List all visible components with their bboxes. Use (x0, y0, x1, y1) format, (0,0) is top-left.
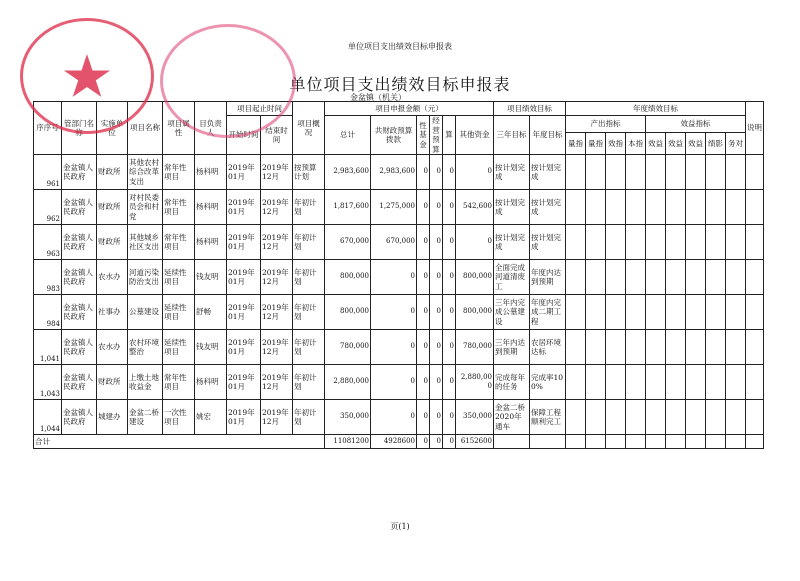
total-empty (646, 435, 666, 449)
cell-overview: 按预算计划 (293, 155, 325, 190)
cell-impl: 农水办 (97, 260, 128, 295)
cell-other: 0 (456, 155, 494, 190)
cell-goal3: 三年内达到预期 (494, 330, 530, 365)
cell-seq: 983 (34, 260, 62, 295)
col-goaly: 年度目标 (530, 116, 566, 155)
cell-goaly: 年度内完成二期工程 (530, 295, 566, 330)
cell-indicator (586, 260, 606, 295)
cell-goal3: 金盆二桥2020年通车 (494, 400, 530, 435)
cell-seq: 984 (34, 295, 62, 330)
cell-indicator (626, 190, 646, 225)
cell-start: 2019年01月 (227, 225, 261, 260)
total-empty (626, 435, 646, 449)
cell-goal3: 按计划完成 (494, 190, 530, 225)
cell-state: 0 (430, 365, 443, 400)
cell-total: 2,983,600 (325, 155, 371, 190)
cell-impl: 财政所 (97, 365, 128, 400)
table-row (34, 365, 764, 400)
cell-dept: 金盆镇人民政府 (62, 365, 97, 400)
total-row (34, 435, 764, 449)
cell-impl: 社事办 (97, 295, 128, 330)
col-goal3: 三年目标 (494, 116, 530, 155)
form-title: 单位项目支出绩效目标申报表 (289, 75, 511, 94)
cell-indicator (626, 295, 646, 330)
cell-ptype: 延续性项目 (163, 295, 195, 330)
cell-indicator (586, 190, 606, 225)
cell-other: 800,000 (456, 295, 494, 330)
cell-end: 2019年12月 (261, 225, 293, 260)
cell-ptype: 延续性项目 (163, 330, 195, 365)
cell-impl: 财政所 (97, 225, 128, 260)
cell-state: 0 (430, 330, 443, 365)
cell-indicator (626, 400, 646, 435)
cell-ptype: 常年性项目 (163, 225, 195, 260)
cell-pname: 上缴土地收益金 (128, 365, 163, 400)
cell-gov: 0 (417, 225, 430, 260)
cell-indicator (566, 295, 586, 330)
cell-impl: 财政所 (97, 155, 128, 190)
cell-seq: 961 (34, 155, 62, 190)
cell-indicator (566, 225, 586, 260)
col-sub: 效益 (666, 133, 686, 155)
cell-indicator (666, 225, 686, 260)
cell-pname: 农村环境整治 (128, 330, 163, 365)
cell-other: 800,000 (456, 260, 494, 295)
cell-indicator (606, 400, 626, 435)
cell-explain (746, 400, 764, 435)
cell-indicator (726, 225, 746, 260)
cell-start: 2019年01月 (227, 365, 261, 400)
cell-indicator (726, 330, 746, 365)
cell-indicator (566, 330, 586, 365)
cell-dept: 金盆镇人民政府 (62, 155, 97, 190)
total-label: 合计 (34, 435, 325, 449)
cell-gov: 0 (417, 400, 430, 435)
cell-indicator (606, 330, 626, 365)
cell-other: 542,600 (456, 190, 494, 225)
cell-goaly: 按计划完成 (530, 155, 566, 190)
total-empty (586, 435, 606, 449)
col-sub: 效指 (606, 133, 626, 155)
cell-other: 780,000 (456, 330, 494, 365)
cell-indicator (706, 260, 726, 295)
cell-start: 2019年01月 (227, 330, 261, 365)
total-gov: 0 (417, 435, 430, 449)
cell-explain (746, 295, 764, 330)
cell-indicator (726, 400, 746, 435)
cell-overview: 年初计划 (293, 190, 325, 225)
total-bud: 0 (443, 435, 456, 449)
cell-state: 0 (430, 225, 443, 260)
cell-overview: 年初计划 (293, 330, 325, 365)
col-sub: 量指 (586, 133, 606, 155)
col-sub: 本指 (626, 133, 646, 155)
total-empty (566, 435, 586, 449)
cell-start: 2019年01月 (227, 190, 261, 225)
cell-indicator (586, 330, 606, 365)
cell-overview: 年初计划 (293, 260, 325, 295)
cell-indicator (586, 400, 606, 435)
cell-seq: 1,041 (34, 330, 62, 365)
cell-indicator (646, 330, 666, 365)
total-empty (494, 435, 530, 449)
cell-indicator (646, 295, 666, 330)
performance-table (33, 101, 764, 449)
cell-indicator (646, 155, 666, 190)
cell-seq: 1,043 (34, 365, 62, 400)
col-pname: 项目名称 (128, 102, 163, 155)
col-owner: 目负责人 (195, 102, 227, 155)
col-fiscal: 共财政预算拨款 (371, 116, 417, 155)
cell-gov: 0 (417, 260, 430, 295)
cell-goaly: 完成率100% (530, 365, 566, 400)
cell-indicator (606, 260, 626, 295)
cell-impl: 城建办 (97, 400, 128, 435)
cell-seq: 962 (34, 190, 62, 225)
cell-ptype: 一次性项目 (163, 400, 195, 435)
cell-goal3: 按计划完成 (494, 225, 530, 260)
cell-indicator (706, 190, 726, 225)
cell-ptype: 常年性项目 (163, 190, 195, 225)
cell-dept: 金盆镇人民政府 (62, 190, 97, 225)
cell-indicator (686, 190, 706, 225)
cell-pname: 其他城乡社区支出 (128, 225, 163, 260)
cell-indicator (566, 155, 586, 190)
cell-indicator (726, 155, 746, 190)
cell-owner: 姚宏 (195, 400, 227, 435)
cell-pname: 河道污染防治支出 (128, 260, 163, 295)
total-empty (606, 435, 626, 449)
col-sub: 务对 (726, 133, 746, 155)
cell-indicator (666, 330, 686, 365)
cell-indicator (626, 365, 646, 400)
cell-indicator (566, 260, 586, 295)
cell-indicator (606, 190, 626, 225)
cell-total: 780,000 (325, 330, 371, 365)
total-sum: 11081200 (325, 435, 371, 449)
cell-indicator (566, 190, 586, 225)
cell-total: 800,000 (325, 260, 371, 295)
cell-indicator (626, 260, 646, 295)
table-row (34, 260, 764, 295)
cell-indicator (566, 365, 586, 400)
cell-owner: 舒畅 (195, 295, 227, 330)
cell-gov: 0 (417, 295, 430, 330)
cell-indicator (666, 365, 686, 400)
col-end: 结束时间 (261, 116, 293, 155)
col-dept: 管部门名称 (62, 102, 97, 155)
cell-indicator (606, 365, 626, 400)
col-benefit: 效益指标 (646, 116, 746, 133)
cell-indicator (666, 155, 686, 190)
cell-owner: 钱友明 (195, 330, 227, 365)
cell-indicator (626, 225, 646, 260)
cell-indicator (706, 225, 726, 260)
cell-other: 0 (456, 225, 494, 260)
cell-total: 350,000 (325, 400, 371, 435)
cell-other: 2,880,000 (456, 365, 494, 400)
cell-indicator (646, 260, 666, 295)
col-sub: 效益 (646, 133, 666, 155)
col-impl: 实施单位 (97, 102, 128, 155)
col-total: 总计 (325, 116, 371, 155)
cell-start: 2019年01月 (227, 400, 261, 435)
cell-fiscal: 0 (371, 295, 417, 330)
cell-indicator (586, 365, 606, 400)
cell-dept: 金盆镇人民政府 (62, 260, 97, 295)
cell-owner: 杨科明 (195, 190, 227, 225)
cell-overview: 年初计划 (293, 295, 325, 330)
cell-impl: 农水办 (97, 330, 128, 365)
col-explain: 说明 (746, 102, 764, 155)
cell-indicator (566, 400, 586, 435)
cell-total: 800,000 (325, 295, 371, 330)
cell-gov: 0 (417, 155, 430, 190)
total-empty (726, 435, 746, 449)
col-annual: 年度绩效目标 (566, 102, 746, 116)
cell-owner: 杨科明 (195, 365, 227, 400)
cell-goaly: 农居环境达标 (530, 330, 566, 365)
cell-indicator (646, 225, 666, 260)
cell-bud: 0 (443, 400, 456, 435)
cell-indicator (686, 295, 706, 330)
total-empty (686, 435, 706, 449)
table-row (34, 400, 764, 435)
cell-state: 0 (430, 190, 443, 225)
cell-goal3: 按计划完成 (494, 155, 530, 190)
cell-goaly: 保障工程顺利完工 (530, 400, 566, 435)
cell-goal3: 三年内完成公墓建设 (494, 295, 530, 330)
cell-indicator (646, 190, 666, 225)
cell-goaly: 按计划完成 (530, 225, 566, 260)
cell-ptype: 延续性项目 (163, 260, 195, 295)
cell-overview: 年初计划 (293, 365, 325, 400)
cell-explain (746, 225, 764, 260)
cell-end: 2019年12月 (261, 330, 293, 365)
cell-pname: 金盆二桥建设 (128, 400, 163, 435)
cell-dept: 金盆镇人民政府 (62, 400, 97, 435)
cell-bud: 0 (443, 225, 456, 260)
cell-end: 2019年12月 (261, 365, 293, 400)
cell-indicator (686, 260, 706, 295)
cell-end: 2019年12月 (261, 260, 293, 295)
col-bud: 算 (443, 116, 456, 155)
col-goal: 项目绩效目标 (494, 102, 566, 116)
cell-indicator (706, 330, 726, 365)
total-other: 6152600 (456, 435, 494, 449)
col-sub: 量指 (566, 133, 586, 155)
cell-indicator (666, 190, 686, 225)
cell-fiscal: 2,983,600 (371, 155, 417, 190)
cell-explain (746, 365, 764, 400)
cell-indicator (666, 400, 686, 435)
cell-overview: 年初计划 (293, 400, 325, 435)
cell-indicator (686, 330, 706, 365)
cell-indicator (706, 365, 726, 400)
cell-goaly: 年度内达到预期 (530, 260, 566, 295)
cell-total: 2,880,000 (325, 365, 371, 400)
cell-indicator (606, 295, 626, 330)
cell-pname: 公墓建设 (128, 295, 163, 330)
cell-pname: 其他农村综合改革支出 (128, 155, 163, 190)
cell-overview: 年初计划 (293, 225, 325, 260)
cell-end: 2019年12月 (261, 295, 293, 330)
cell-indicator (726, 365, 746, 400)
cell-indicator (586, 225, 606, 260)
cell-indicator (606, 225, 626, 260)
cell-explain (746, 330, 764, 365)
cell-bud: 0 (443, 260, 456, 295)
cell-explain (746, 190, 764, 225)
cell-indicator (726, 190, 746, 225)
col-apply: 项目申报金额（元） (325, 102, 494, 116)
cell-gov: 0 (417, 365, 430, 400)
cell-indicator (626, 330, 646, 365)
cell-indicator (706, 155, 726, 190)
table-row (34, 225, 764, 260)
cell-bud: 0 (443, 330, 456, 365)
cell-indicator (686, 225, 706, 260)
table-row (34, 190, 764, 225)
cell-fiscal: 670,000 (371, 225, 417, 260)
cell-explain (746, 155, 764, 190)
total-fiscal: 4928600 (371, 435, 417, 449)
col-start: 开始时间 (227, 116, 261, 155)
cell-indicator (646, 400, 666, 435)
cell-indicator (686, 365, 706, 400)
table-row (34, 155, 764, 190)
cell-fiscal: 0 (371, 260, 417, 295)
cell-end: 2019年12月 (261, 400, 293, 435)
cell-dept: 金盆镇人民政府 (62, 225, 97, 260)
cell-dept: 金盆镇人民政府 (62, 295, 97, 330)
cell-start: 2019年01月 (227, 260, 261, 295)
cell-fiscal: 0 (371, 365, 417, 400)
cell-seq: 1,044 (34, 400, 62, 435)
cell-seq: 963 (34, 225, 62, 260)
cell-bud: 0 (443, 365, 456, 400)
table-row (34, 330, 764, 365)
cell-bud: 0 (443, 190, 456, 225)
col-gov: 性基金 (417, 116, 430, 155)
cell-total: 670,000 (325, 225, 371, 260)
cell-impl: 财政所 (97, 190, 128, 225)
cell-indicator (706, 295, 726, 330)
cell-dept: 金盆镇人民政府 (62, 330, 97, 365)
total-empty (706, 435, 726, 449)
cell-gov: 0 (417, 190, 430, 225)
cell-pname: 对村民委员会和村党 (128, 190, 163, 225)
cell-end: 2019年12月 (261, 155, 293, 190)
cell-indicator (606, 155, 626, 190)
cell-explain (746, 260, 764, 295)
unit-label: 金盆镇（机关） (350, 93, 406, 102)
cell-goal3: 完成每年的任务 (494, 365, 530, 400)
total-empty (666, 435, 686, 449)
cell-goal3: 全面完成河道清废工 (494, 260, 530, 295)
cell-fiscal: 0 (371, 330, 417, 365)
cell-owner: 钱友明 (195, 260, 227, 295)
cell-start: 2019年01月 (227, 295, 261, 330)
cell-indicator (586, 155, 606, 190)
col-state: 经营预算 (430, 116, 443, 155)
cell-indicator (726, 295, 746, 330)
cell-state: 0 (430, 155, 443, 190)
col-overview: 项目概况 (293, 102, 325, 155)
page-header: 单位项目支出绩效目标申报表 (348, 42, 452, 51)
cell-owner: 杨科明 (195, 225, 227, 260)
cell-indicator (686, 155, 706, 190)
cell-indicator (666, 295, 686, 330)
cell-state: 0 (430, 260, 443, 295)
cell-gov: 0 (417, 330, 430, 365)
cell-fiscal: 1,275,000 (371, 190, 417, 225)
cell-indicator (646, 365, 666, 400)
cell-state: 0 (430, 295, 443, 330)
cell-end: 2019年12月 (261, 190, 293, 225)
cell-ptype: 常年性项目 (163, 365, 195, 400)
table-row (34, 295, 764, 330)
cell-start: 2019年01月 (227, 155, 261, 190)
page-number: 页(1) (390, 522, 410, 531)
cell-ptype: 常年性项目 (163, 155, 195, 190)
cell-indicator (626, 155, 646, 190)
cell-indicator (726, 260, 746, 295)
col-seq: 序序号 (34, 102, 62, 155)
col-sub: 绩影 (706, 133, 726, 155)
total-state: 0 (430, 435, 443, 449)
cell-bud: 0 (443, 295, 456, 330)
cell-owner: 杨科明 (195, 155, 227, 190)
cell-indicator (706, 400, 726, 435)
cell-fiscal: 0 (371, 400, 417, 435)
cell-bud: 0 (443, 155, 456, 190)
cell-state: 0 (430, 400, 443, 435)
col-sub: 效益 (686, 133, 706, 155)
cell-total: 1,817,600 (325, 190, 371, 225)
total-empty (746, 435, 764, 449)
cell-indicator (666, 260, 686, 295)
col-output: 产出指标 (566, 116, 646, 133)
cell-goaly: 按计划完成 (530, 190, 566, 225)
cell-indicator (686, 400, 706, 435)
total-empty (530, 435, 566, 449)
col-period: 项目起止时间 (227, 102, 293, 116)
col-ptype: 项目属性 (163, 102, 195, 155)
cell-indicator (586, 295, 606, 330)
col-other: 其他资金 (456, 116, 494, 155)
cell-other: 350,000 (456, 400, 494, 435)
